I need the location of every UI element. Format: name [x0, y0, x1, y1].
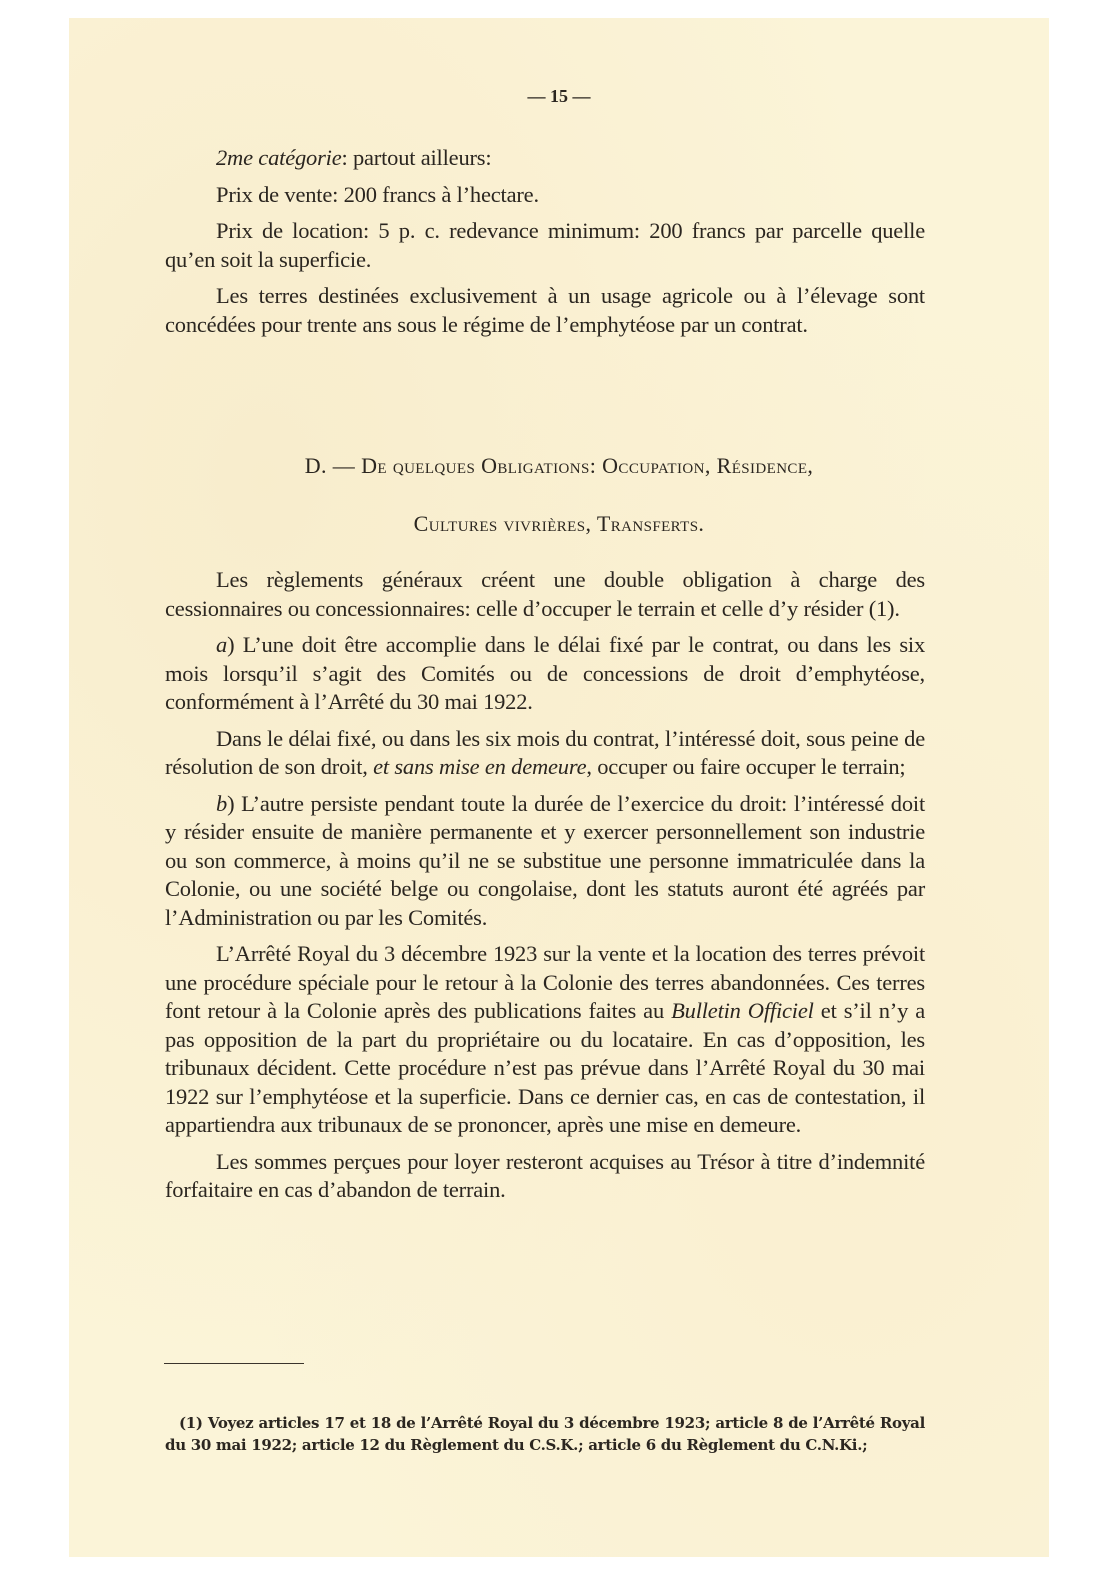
- body-block: [165, 566, 925, 1205]
- footnote: (1) Voyez articles 17 et 18 de l’Arrêté Royal du 3 décembre 1923; article 8 de l’Arrêté Royal du 30 mai 1922; article 12 du Règlement du C.S.K.; article 6 du Règlement du C.N.Ki.;: [165, 1414, 925, 1454]
- category-label: 2me catégorie: [216, 145, 342, 170]
- bulletin-officiel-title: Bulletin Officiel: [671, 998, 814, 1023]
- residence-text: ) L’autre persiste pendant toute la durée de l’exercice du droit: l’intéressé doit y résider ensuite de manière permanente et y exercer personnellement son industrie ou son commerce, à moins qu’il ne se substitue une personne immatriculée dans la Colonie, ou une société belge ou congolaise, dont les statuts auront été agréés par l’Administration ou par les Comités.: [165, 790, 925, 930]
- sale-price-paragraph: Prix de vente: 200 francs à l’hectare.: [216, 181, 539, 207]
- footnote-separator: [164, 1363, 304, 1364]
- item-marker-a: a: [216, 632, 228, 657]
- page-number: — 15 —: [527, 86, 591, 106]
- deadline-text-2: , occuper ou faire occuper le terrain;: [586, 754, 906, 779]
- category-line: [165, 144, 925, 173]
- rental-price-paragraph: Prix de location: 5 p. c. redevance minimum: 200 francs par parcelle quelle qu’en soit la superficie.: [165, 218, 925, 272]
- obligations-paragraph: Les règlements généraux créent une double obligation à charge des cessionnaires ou concessionnaires: celle d’occuper le terrain et celle d’y résider (1).: [165, 567, 925, 621]
- deadline-paragraph: [165, 725, 925, 782]
- occupation-text: ) L’une doit être accomplie dans le délai fixé par le contrat, ou dans les six mois lorsqu’il s’agit des Comités ou de concessions de droit d’emphytéose, conformément à l’Arrêté du 30 mai 1922.: [165, 632, 925, 714]
- occupation-paragraph: [165, 631, 925, 717]
- deadline-text-1: Dans le délai fixé, ou dans les six mois du contrat, l’intéressé doit, sous peine de résolution de son droit,: [165, 725, 925, 779]
- section-heading-line-1: D. — De quelques Obligations: Occupation, Résidence,: [304, 453, 814, 478]
- residence-paragraph: [165, 790, 925, 933]
- document-page: [69, 18, 1049, 1557]
- deadline-emphasis: et sans mise en demeure: [373, 754, 587, 779]
- item-marker-b: b: [216, 790, 228, 816]
- royal-decree-text-1: L’Arrêté Royal du 3 décembre 1923 sur la vente et la location des terres prévoit une procédure spéciale pour le retour à la Colonie des terres abandonnées. Ces terres font retour à la Colonie après des publications faites au: [165, 941, 925, 1023]
- royal-decree-paragraph: [165, 940, 925, 1140]
- section-heading-line-2: Cultures vivrières, Transferts.: [413, 511, 705, 536]
- treasury-paragraph: Les sommes perçues pour loyer resteront acquises au Trésor à titre d’indemnité forfaitaire en cas d’abandon de terrain.: [165, 1148, 925, 1202]
- royal-decree-text-2: et s’il n’y a pas opposition de la part du propriétaire ou du locataire. En cas d’opposition, les tribunaux décident. Cette procédure n’est pas prévue dans l’Arrêté Royal du 30 mai 1922 sur l’emphytéose et la superficie. Dans ce dernier cas, en cas de contestation, il appartiendra aux tribunaux de se prononcer, après une mise en demeure.: [165, 998, 926, 1137]
- intro-block: [165, 144, 925, 339]
- agricultural-land-paragraph: Les terres destinées exclusivement à un usage agricole ou à l’élevage sont concédées pour trente ans sous le régime de l’emphytéose par un contrat.: [165, 283, 925, 337]
- category-text: : partout ailleurs:: [341, 145, 492, 170]
